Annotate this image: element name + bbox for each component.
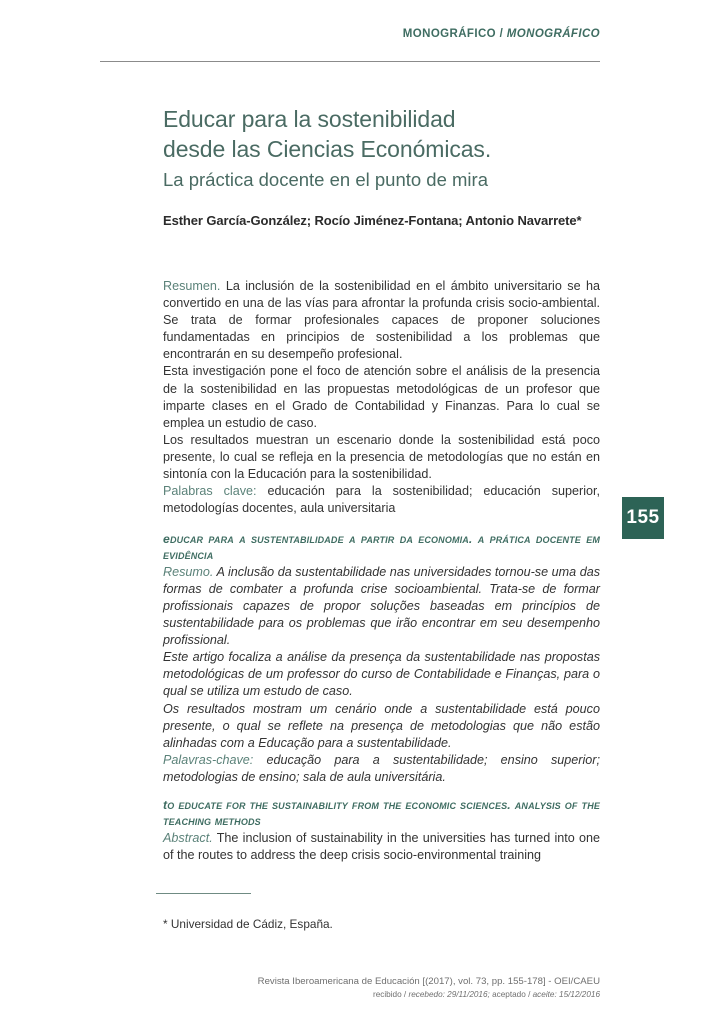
article-authors: Esther García-González; Rocío Jiménez-Fontana; Antonio Navarrete* <box>163 213 582 228</box>
footer-dates-accepted-value: aceite: 15/12/2016 <box>532 990 600 999</box>
abstract-portuguese-p1 <box>163 564 600 649</box>
abstract-portuguese-keywords <box>163 752 600 786</box>
abstract-portuguese-lead: Resumo. <box>163 564 214 579</box>
running-head-roman: MONOGRÁFICO <box>402 28 496 40</box>
abstract-english-title: to educate for the sustainability from the economic sciences. analysis of the teaching methods <box>163 798 600 829</box>
footer-dates <box>100 989 600 1001</box>
running-head <box>100 28 600 40</box>
abstract-english-p1 <box>163 830 600 864</box>
title-block <box>163 104 600 228</box>
article-title-line1: Educar para la sostenibilidad <box>163 106 456 132</box>
article-title-line2: desde las Ciencias Económicas. <box>163 136 492 162</box>
footer-dates-accepted-label: aceptado / <box>489 990 533 999</box>
abstract-english-lead: Abstract. <box>163 830 213 845</box>
page-number-badge-label: 155 <box>626 507 660 528</box>
abstract-english <box>163 797 600 864</box>
abstract-english-p1-text: The inclusion of sustainability in the universities has turned into one of the routes to address the deep crisis socio-environmental training <box>163 830 600 862</box>
article-subtitle: La práctica docente en el punto de mira <box>163 169 488 190</box>
footer-dates-received-value: recebedo: 29/11/2016; <box>408 990 490 999</box>
running-head-separator: / <box>496 28 507 40</box>
footer-citation: Revista Iberoamericana de Educación [(2017), vol. 73, pp. 155-178] - OEI/CAEU <box>257 976 600 987</box>
abstract-spanish-p1 <box>163 278 600 363</box>
page-footer <box>100 975 600 1001</box>
page-number-badge <box>622 497 664 539</box>
abstract-portuguese-p2: Este artigo focaliza a análise da presença da sustentabilidade nas propostas metodológicas de um professor do curso de Contabilidade e Finanças, para o qual se utiliza um estudo de caso. <box>163 650 600 699</box>
footnote-affiliation: * Universidad de Cádiz, España. <box>163 917 333 931</box>
abstract-spanish <box>163 278 600 517</box>
running-head-italic: MONOGRÁFICO <box>506 28 600 40</box>
header-divider-rule <box>100 61 600 62</box>
article-title <box>163 104 600 164</box>
abstract-portuguese-p1-text: A inclusão da sustentabilidade nas universidades tornou-se uma das formas de combater a profunda crise socioambiental. Trata-se de formar profissionais capazes de propor soluções baseadas em princípios de sustentabilidade para os problemas que irão encontrar em seu desempenho profissional. <box>163 564 600 648</box>
abstract-spanish-lead: Resumen. <box>163 279 221 293</box>
abstract-spanish-p3: Los resultados muestran un escenario donde la sostenibilidad está poco presente, lo cual se refleja en la presencia de metodologías que no están en sintonía con la Educación para la sostenibilidad. <box>163 432 600 482</box>
abstract-spanish-keywords <box>163 483 600 517</box>
keywords-portuguese-lead: Palavras-chave: <box>163 752 254 767</box>
keywords-spanish-text: educación para la sostenibilidad; educación superior, metodologías docentes, aula universitaria <box>163 484 600 516</box>
keywords-portuguese-text: educação para a sustentabilidade; ensino superior; metodologias de ensino; sala de aula universitária. <box>163 752 600 784</box>
abstract-portuguese-title: educar para a sustentabilidade a partir da economia. a prática docente em evidência <box>163 532 600 563</box>
abstract-spanish-p2: Esta investigación pone el foco de atención sobre el análisis de la presencia de la sostenibilidad en las propuestas metodológicas de un profesor que imparte clases en el Grado de Contabilidad y Finanzas. Para lo cual se emplea un estudio de caso. <box>163 364 600 430</box>
footnote-divider-rule <box>156 893 251 894</box>
abstract-portuguese-p3: Os resultados mostram um cenário onde a sustentabilidade está pouco presente, o qual se reflete na presença de metodologias que não estão alinhadas com a Educação para a sustentabilidade. <box>163 701 600 750</box>
abstract-portuguese <box>163 531 600 786</box>
keywords-spanish-lead: Palabras clave: <box>163 484 257 499</box>
abstract-spanish-p1-text: La inclusión de la sostenibilidad en el ámbito universitario se ha convertido en una de las vías para afrontar la profunda crisis socio-ambiental. Se trata de formar profesionales capaces de proponer soluciones fundamentadas en principios de sostenibilidad a los problemas que encontrarán en su desempeño profesional. <box>163 279 600 362</box>
footer-dates-received-label: recibido / <box>372 990 409 999</box>
